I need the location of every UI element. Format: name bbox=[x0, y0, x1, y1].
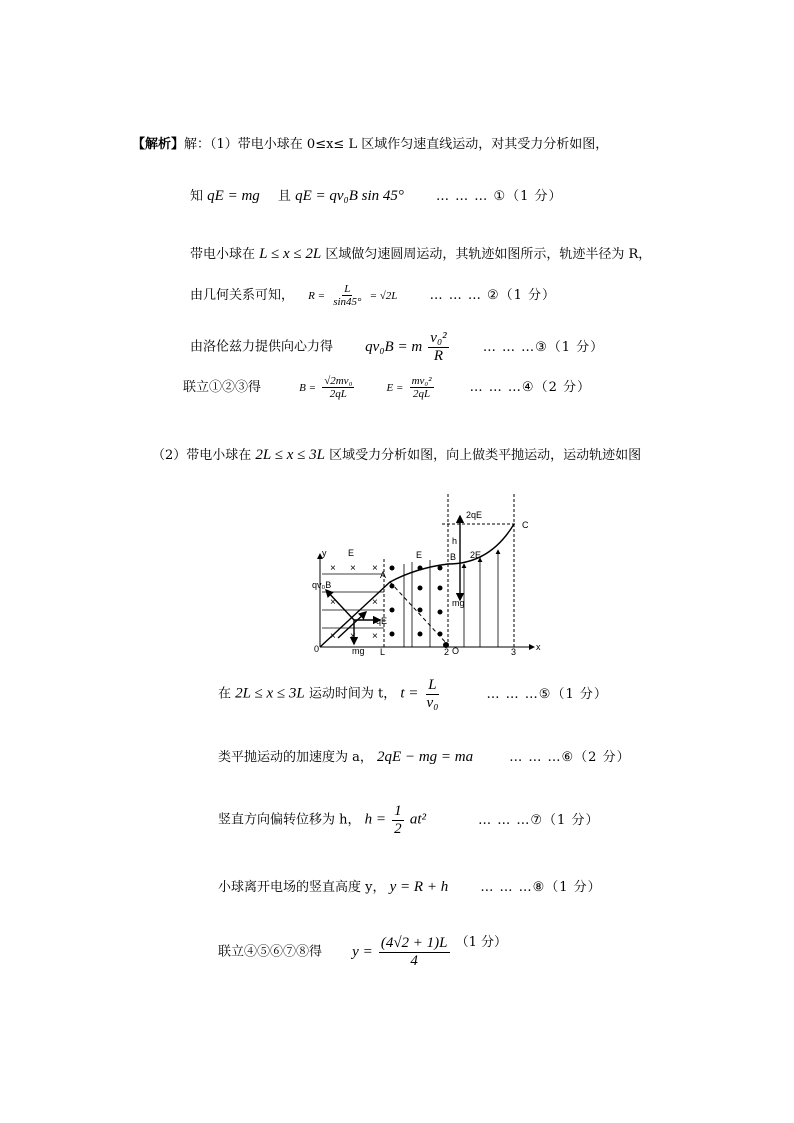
eq8-tail: … … …⑧（1 分） bbox=[480, 880, 602, 895]
label-2e: 2E bbox=[470, 550, 482, 560]
eq4-e-denominator: 2qL bbox=[412, 388, 431, 401]
equation-6 bbox=[218, 748, 631, 766]
eq1-mid: 且 bbox=[277, 189, 291, 204]
part-2 bbox=[152, 446, 641, 464]
label-e-left: E bbox=[348, 548, 355, 558]
eq9-denominator: 4 bbox=[410, 952, 418, 969]
equation-4 bbox=[183, 375, 591, 400]
eq9-tail: （1 分） bbox=[455, 935, 508, 950]
figure-labels bbox=[312, 510, 541, 656]
eq5-numerator: L bbox=[428, 677, 437, 693]
label-2qe: 2qE bbox=[466, 510, 483, 520]
p2-text-a: 带电小球在 bbox=[190, 247, 256, 262]
equation-2 bbox=[190, 283, 556, 308]
svg-text:×: × bbox=[330, 563, 336, 574]
label-qv0b: qv₀B bbox=[312, 580, 332, 590]
eq3-denominator: R bbox=[433, 347, 444, 364]
eq4-e-fraction bbox=[410, 375, 434, 400]
eq3-tail: … … …③（1 分） bbox=[482, 339, 605, 355]
eq3-lhs: qv₀B = m bbox=[365, 338, 423, 355]
eq5-condition: 2L ≤ x ≤ 3L bbox=[235, 685, 305, 702]
equation-3 bbox=[190, 330, 604, 364]
svg-text:×: × bbox=[330, 631, 336, 642]
label-x: x bbox=[536, 642, 541, 652]
eq5-lhs: t = bbox=[400, 685, 419, 702]
eq8-equation: y = R + h bbox=[389, 879, 449, 895]
eq5-fraction bbox=[425, 677, 441, 711]
equation-8 bbox=[218, 878, 602, 896]
field-lines-middle bbox=[404, 560, 430, 647]
eq1-tail: … … … ①（1 分） bbox=[436, 189, 563, 204]
label-mg-right: mg bbox=[452, 598, 465, 608]
eq1-lhs: qE = mg bbox=[207, 188, 260, 204]
eq7-numerator: 1 bbox=[394, 803, 402, 819]
eq2-tail: … … … ②（1 分） bbox=[429, 288, 557, 304]
eq7-fraction bbox=[392, 803, 404, 837]
eq5-tail: … … …⑤（1 分） bbox=[486, 686, 608, 702]
eq3-prefix: 由洛伦兹力提供向心力得 bbox=[190, 339, 334, 355]
svg-text:×: × bbox=[372, 563, 378, 574]
svg-text:×: × bbox=[372, 597, 378, 608]
equation-1 bbox=[190, 187, 563, 205]
svg-text:×: × bbox=[350, 631, 356, 642]
eq2-fraction bbox=[331, 283, 363, 308]
eq2-lhs: R = bbox=[308, 290, 326, 303]
equation-7 bbox=[218, 803, 599, 837]
label-origin: 0 bbox=[314, 644, 320, 654]
eq7-lhs: h = bbox=[364, 811, 387, 828]
label-l: L bbox=[380, 647, 386, 656]
eq3-numerator: v₀² bbox=[430, 330, 447, 346]
analysis-tag: 【解析】 bbox=[132, 137, 185, 152]
eq4-b-lhs: B = bbox=[299, 382, 317, 395]
eq6-prefix: 类平抛运动的加速度为 a， bbox=[218, 750, 373, 765]
part2-text-a: （2）带电小球在 bbox=[152, 448, 252, 463]
eq1-prefix: 知 bbox=[190, 189, 204, 204]
eq4-e-numerator: mv₀² bbox=[411, 375, 432, 387]
eq2-denominator: sin45° bbox=[333, 296, 362, 309]
p2-condition: L ≤ x ≤ 2L bbox=[259, 246, 322, 262]
eq7-rhs: at² bbox=[409, 811, 426, 828]
svg-text:×: × bbox=[330, 597, 336, 608]
svg-text:×: × bbox=[350, 563, 356, 574]
eq1-rhs: qE = qv₀B sin 45° bbox=[295, 188, 404, 204]
eq9-numerator: (4√2 + 1)L bbox=[380, 935, 448, 951]
force-diagram bbox=[312, 488, 544, 656]
label-qe: qE bbox=[376, 616, 388, 626]
equation-9 bbox=[218, 935, 507, 969]
p2-text-b: 区域做匀速圆周运动，其轨迹如图所示，轨迹半径为 R， bbox=[325, 247, 652, 262]
eq9-lhs: y = bbox=[352, 943, 373, 960]
eq5-mid: 运动时间为 t， bbox=[308, 686, 397, 702]
label-three: 3 bbox=[511, 647, 517, 656]
paragraph-2 bbox=[190, 245, 651, 263]
eq6-equation: 2qE − mg = ma bbox=[377, 749, 474, 765]
eq9-prefix: 联立④⑤⑥⑦⑧得 bbox=[218, 944, 323, 960]
label-two: 2 bbox=[444, 647, 450, 656]
field-lines-right bbox=[464, 550, 498, 647]
eq4-b-numerator: √2mv₀ bbox=[324, 375, 353, 387]
eq2-rhs: = √2L bbox=[369, 290, 398, 303]
equation-5 bbox=[218, 677, 608, 711]
label-mg-left: mg bbox=[352, 646, 365, 656]
label-y: y bbox=[322, 548, 327, 558]
intro-text: 解：（1）带电小球在 0≤x≤ L 区域作匀速直线运动，对其受力分析如图， bbox=[184, 137, 609, 152]
eq4-tail: … … …④（2 分） bbox=[469, 380, 591, 396]
eq2-prefix: 由几何关系可知， bbox=[190, 288, 295, 304]
label-h: h bbox=[452, 536, 458, 546]
eq4-b-denominator: 2qL bbox=[329, 388, 347, 401]
eq2-numerator: L bbox=[344, 283, 351, 295]
part2-condition: 2L ≤ x ≤ 3L bbox=[255, 447, 325, 463]
part2-text-b: 区域受力分析如图，向上做类平抛运动，运动轨迹如图 bbox=[329, 448, 642, 463]
eq7-tail: … … …⑦（1 分） bbox=[478, 812, 600, 828]
label-e-middle: E bbox=[416, 550, 423, 560]
intro-line bbox=[132, 137, 608, 153]
eq4-e-lhs: E = bbox=[386, 382, 404, 395]
eq4-b-fraction bbox=[322, 375, 354, 400]
eq5-denominator: v₀ bbox=[426, 694, 439, 711]
eq3-fraction bbox=[428, 330, 448, 364]
label-c: C bbox=[522, 520, 529, 530]
eq8-prefix: 小球离开电场的竖直高度 y， bbox=[218, 880, 386, 895]
eq9-fraction bbox=[379, 935, 450, 969]
label-a: A bbox=[380, 570, 387, 580]
eq7-denominator: 2 bbox=[394, 820, 402, 837]
eq4-prefix: 联立①②③得 bbox=[183, 380, 262, 396]
eq7-prefix: 竖直方向偏转位移为 h， bbox=[218, 812, 361, 828]
svg-text:×: × bbox=[372, 631, 378, 642]
label-b: B bbox=[450, 552, 457, 562]
eq6-tail: … … …⑥（2 分） bbox=[509, 750, 631, 765]
label-o: O bbox=[452, 646, 460, 656]
eq5-prefix: 在 bbox=[218, 686, 232, 702]
